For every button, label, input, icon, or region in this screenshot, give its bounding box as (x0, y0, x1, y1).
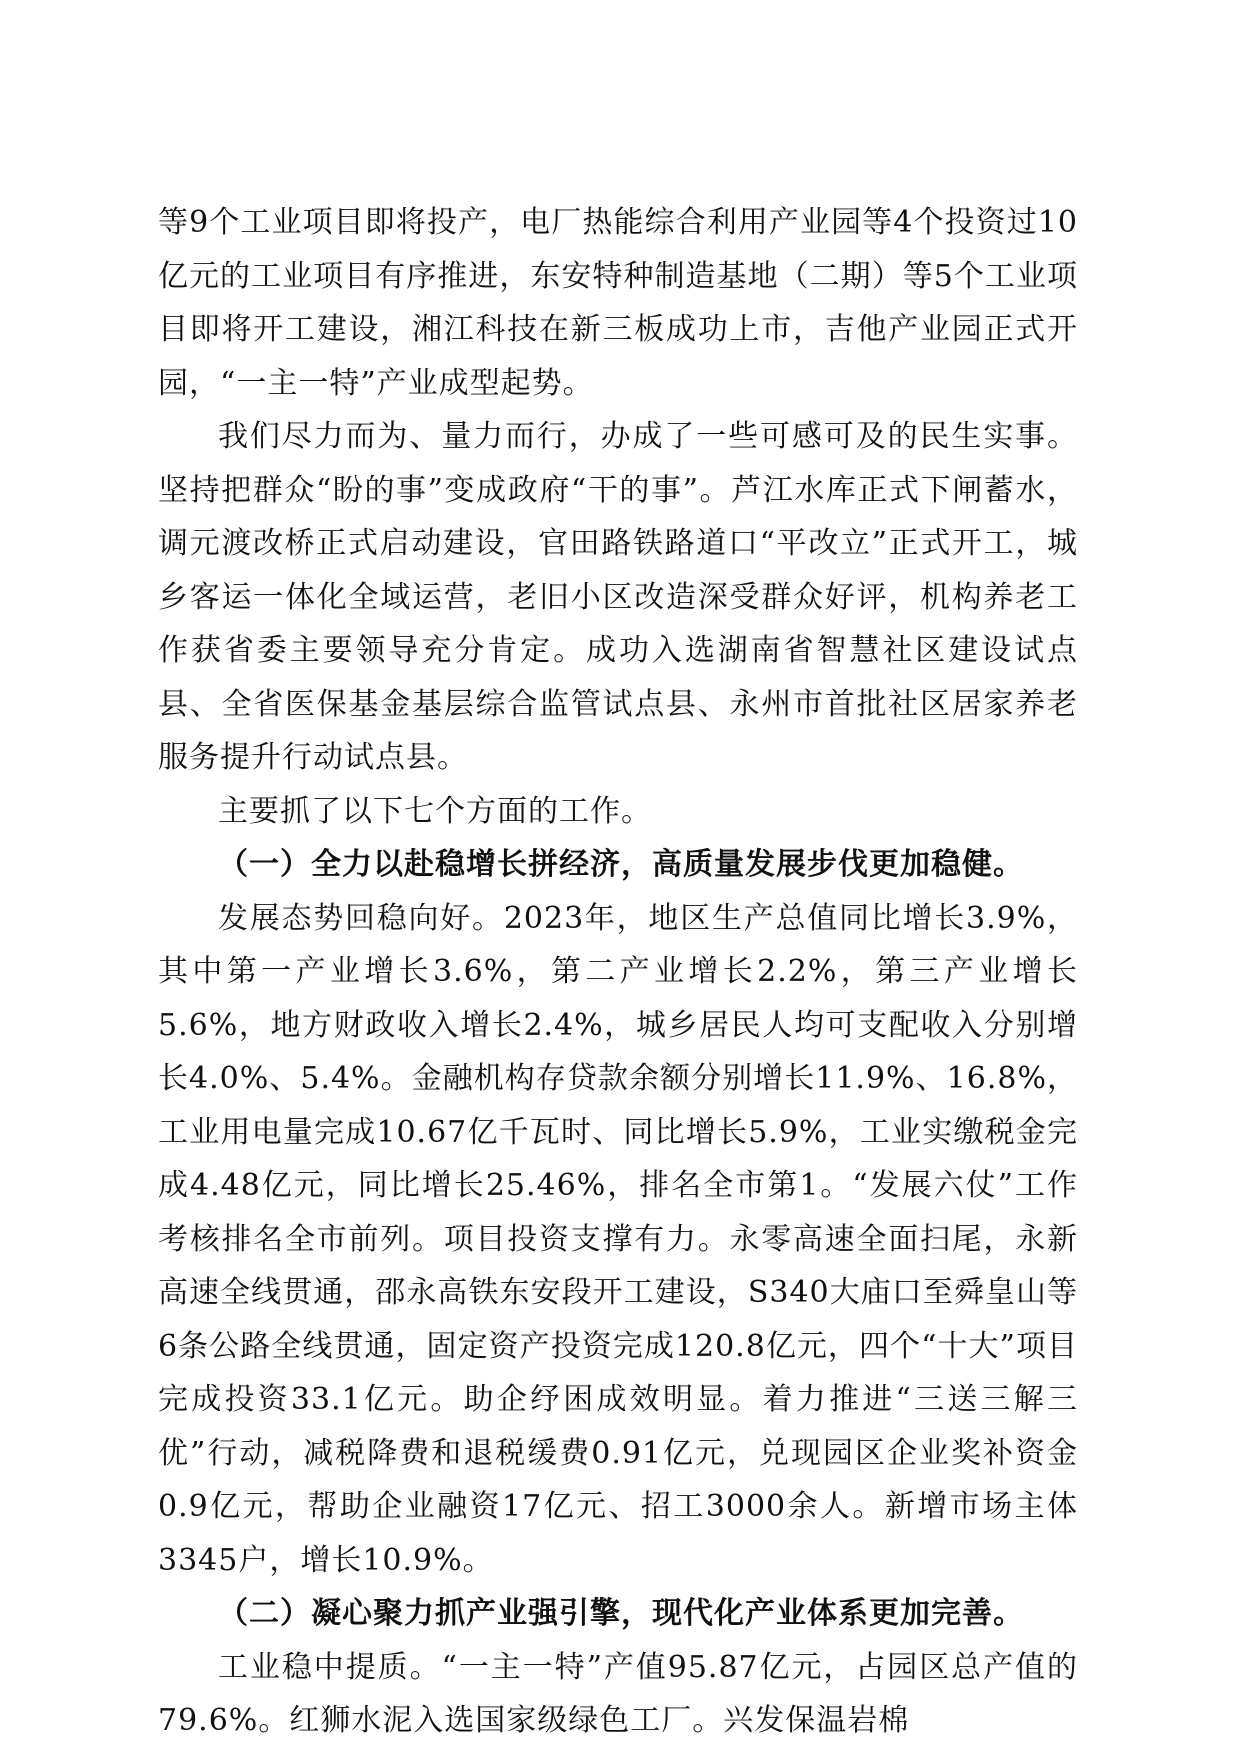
paragraph-industrial-projects: 等9个工业项目即将投产，电厂热能综合利用产业园等4个投资过10亿元的工业项目有序推进，东安特种制造基地（二期）等5个工业项目即将开工建设，湘江科技在新三板成功上市，吉他产业园正式开园，“一主一特”产业成型起势。 (158, 205, 1078, 401)
document-page (158, 196, 1078, 1748)
paragraph-economic-growth: 发展态势回稳向好。2023年，地区生产总值同比增长3.9%，其中第一产业增长3.6%，第二产业增长2.2%，第三产业增长5.6%，地方财政收入增长2.4%，城乡居民人均可支配收入分别增长4.0%、5.4%。金融机构存贷款余额分别增长11.9%、16.8%，工业用电量完成10.67亿千瓦时、同比增长5.9%，工业实缴税金完成4.48亿元，同比增长25.46%，排名全市第1。“发展六仗”工作考核排名全市前列。项目投资支撑有力。永零高速全面扫尾，永新高速全线贯通，邵永高铁东安段开工建设，S340大庙口至舜皇山等6条公路全线贯通，固定资产投资完成120.8亿元，四个“十大”项目完成投资33.1亿元。助企纾困成效明显。着力推进“三送三解三优”行动，减税降费和退税缓费0.91亿元，兑现园区企业奖补资金0.9亿元，帮助企业融资17亿元、招工3000余人。新增市场主体3345户，增长10.9%。 (158, 900, 1078, 1578)
paragraph-seven-aspects-intro: 主要抓了以下七个方面的工作。 (218, 793, 652, 829)
section-heading-2: （二）凝心聚力抓产业强引擎，现代化产业体系更加完善。 (218, 1596, 1024, 1631)
paragraph-industry-quality: 工业稳中提质。“一主一特”产值95.87亿元，占园区总产值的79.6%。红狮水泥入选国家级绿色工厂。兴发保温岩棉 (158, 1649, 1078, 1738)
paragraph-livelihood-projects: 我们尽力而为、量力而行，办成了一些可感可及的民生实事。坚持把群众“盼的事”变成政府“干的事”。芦江水库正式下闸蓄水，调元渡改桥正式启动建设，官田路铁路道口“平改立”正式开工，城乡客运一体化全域运营，老旧小区改造深受群众好评，机构养老工作获省委主要领导充分肯定。成功入选湖南省智慧社区建设试点县、全省医保基金基层综合监管试点县、永州市首批社区居家养老服务提升行动试点县。 (158, 419, 1078, 775)
section-heading-1: （一）全力以赴稳增长拼经济，高质量发展步伐更加稳健。 (218, 847, 1024, 882)
